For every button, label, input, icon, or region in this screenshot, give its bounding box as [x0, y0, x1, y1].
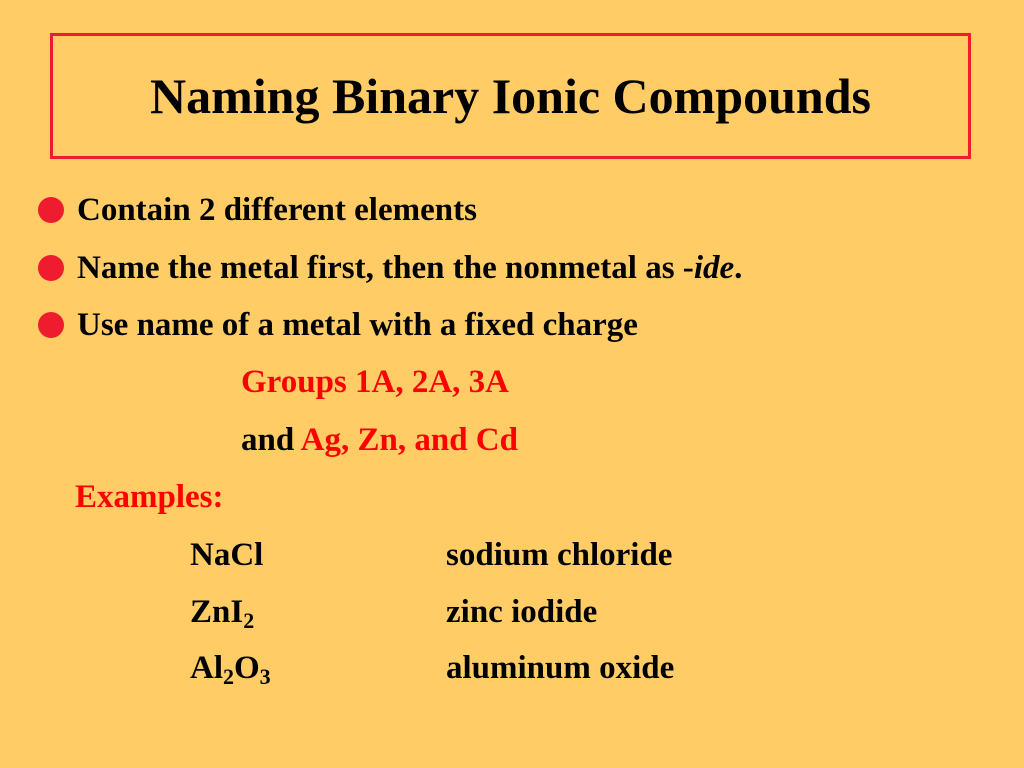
bullet-dot-icon [38, 312, 64, 338]
formula-subscript: 2 [223, 664, 234, 689]
formula-part: Al [190, 650, 223, 686]
bullet-item [38, 190, 477, 230]
and-metals: Ag, Zn, and Cd [300, 422, 518, 458]
example-name: aluminum oxide [446, 650, 675, 686]
formula-part: O [234, 650, 260, 686]
formula-part: NaCl [190, 537, 264, 573]
example-name: sodium chloride [446, 537, 673, 573]
bullet-text: Use name of a metal with a fixed charge [77, 306, 638, 343]
bullet-item [38, 305, 638, 345]
bullet-item [38, 248, 742, 288]
formula-part: ZnI [190, 594, 244, 630]
example-formula [190, 648, 271, 688]
examples-label: Examples: [75, 479, 224, 515]
formula-subscript: 2 [243, 608, 255, 633]
bullet-dot-icon [38, 197, 64, 223]
slide-title: Naming Binary Ionic Compounds [150, 68, 871, 124]
example-formula [190, 535, 263, 575]
and-line [241, 420, 518, 460]
example-formula [190, 592, 254, 632]
groups-line: Groups 1A, 2A, 3A [241, 364, 510, 400]
and-prefix: and [241, 422, 295, 458]
bullet-text: Contain 2 different elements [77, 191, 477, 228]
title-box [50, 33, 971, 159]
formula-subscript: 3 [259, 664, 271, 689]
bullet-dot-icon [38, 255, 64, 281]
bullet-text [77, 250, 742, 287]
bullet-text-part: . [734, 249, 743, 286]
bullet-text-part: Name the metal first, then the nonmetal as - [77, 249, 694, 286]
example-name: zinc iodide [446, 594, 598, 630]
bullet-text-italic: ide [693, 249, 735, 286]
